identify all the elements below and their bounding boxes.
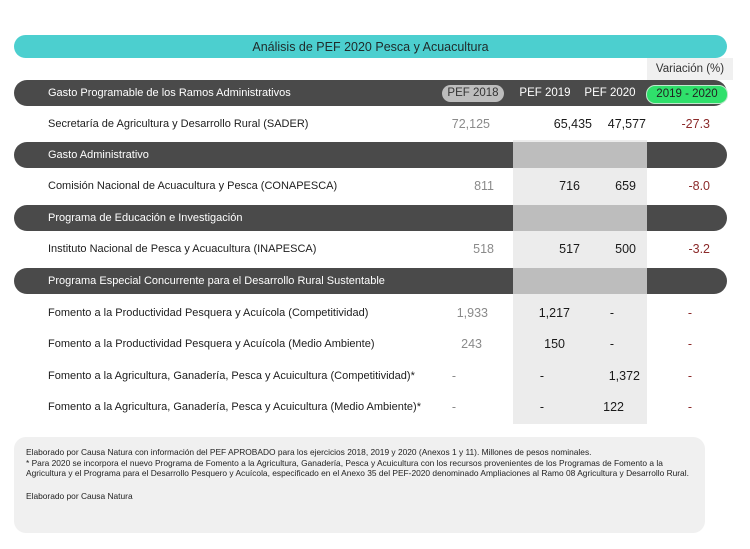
credit-note: Elaborado por Causa Natura — [26, 490, 133, 501]
value-variation: - — [687, 306, 693, 320]
table-row — [14, 392, 727, 422]
row-name: Fomento a la Agricultura, Ganadería, Pesca y Acuicultura (Competitividad)* — [48, 370, 415, 382]
value-2019: 150 — [544, 337, 565, 351]
value-variation: -8.0 — [688, 179, 710, 193]
section-header — [14, 142, 727, 168]
value-2020: - — [609, 337, 615, 351]
table-row — [14, 109, 727, 139]
footnotes — [14, 437, 705, 533]
section-header — [14, 205, 727, 231]
asterisk-note: * Para 2020 se incorpora el nuevo Programa de Fomento a la Agricultura, Ganadería, Pesca y Acuicultura con los recursos provenientes de los Programas de Fomento a la Agricultura y el Programa para el Desarrollo Pesquero y Acuícola, especificado en el Anexo 35 del PEF-2020 denominado Ampliaciones al Ramo 08 Agricultura y Desarrollo Rural. — [26, 457, 689, 479]
report-title: Análisis de PEF 2020 Pesca y Acuacultura — [14, 35, 727, 58]
value-2019: - — [539, 369, 545, 383]
value-2018: 1,933 — [456, 306, 488, 320]
section-column-cut — [513, 268, 647, 294]
value-2018: 518 — [473, 242, 494, 256]
section-column-cut — [513, 205, 647, 231]
row-name: Secretaría de Agricultura y Desarrollo Rural (SADER) — [48, 118, 309, 130]
column-pef-2018: PEF 2018 — [442, 85, 504, 102]
header-label: Gasto Programable de los Ramos Administrativos — [48, 87, 291, 99]
value-2020: 47,577 — [607, 117, 646, 131]
table-header-row — [14, 80, 727, 106]
value-2020: 1,372 — [608, 369, 640, 383]
table-row — [14, 298, 727, 328]
section-column-cut — [513, 142, 647, 168]
column-pef-2019: PEF 2019 — [519, 87, 571, 99]
value-2018: - — [451, 369, 457, 383]
value-2019: 517 — [559, 242, 580, 256]
value-2020: 659 — [615, 179, 636, 193]
table-row — [14, 361, 727, 391]
section-header — [14, 268, 727, 294]
table-row — [14, 171, 727, 201]
row-name: Fomento a la Productividad Pesquera y Acuícola (Competitividad) — [48, 307, 369, 319]
column-pef-2020: PEF 2020 — [584, 87, 636, 99]
row-name: Comisión Nacional de Acuacultura y Pesca (CONAPESCA) — [48, 180, 338, 192]
variation-label: Variación (%) — [647, 58, 733, 80]
value-2018: 811 — [474, 179, 494, 193]
source-note: Elaborado por Causa Natura con información del PEF APROBADO para los ejercicios 2018, 2019 y 2020 (Anexos 1 y 11). Millones de pesos nominales. — [26, 447, 592, 457]
value-2019: 65,435 — [553, 117, 592, 131]
value-variation: -3.2 — [688, 242, 710, 256]
value-2018: 243 — [461, 337, 482, 351]
row-name: Instituto Nacional de Pesca y Acuacultura (INAPESCA) — [48, 243, 317, 255]
value-variation: - — [687, 400, 693, 414]
table-row — [14, 329, 727, 359]
value-2019: 1,217 — [538, 306, 570, 320]
value-variation: - — [687, 337, 693, 351]
table-row — [14, 234, 727, 264]
section-label: Gasto Administrativo — [48, 149, 149, 161]
column-variation: 2019 - 2020 — [646, 85, 728, 104]
value-2018: 72,125 — [451, 117, 490, 131]
value-2020: - — [609, 306, 615, 320]
row-name: Fomento a la Productividad Pesquera y Acuícola (Medio Ambiente) — [48, 338, 375, 350]
section-label: Programa de Educación e Investigación — [48, 212, 243, 224]
value-2020: 500 — [615, 242, 636, 256]
section-label: Programa Especial Concurrente para el Desarrollo Rural Sustentable — [48, 275, 385, 287]
value-2019: 716 — [559, 179, 580, 193]
value-2020: 122 — [603, 400, 624, 414]
value-2019: - — [539, 400, 545, 414]
value-2018: - — [451, 400, 457, 414]
value-variation: -27.3 — [681, 117, 710, 131]
value-variation: - — [687, 369, 693, 383]
row-name: Fomento a la Agricultura, Ganadería, Pesca y Acuicultura (Medio Ambiente)* — [48, 401, 421, 413]
